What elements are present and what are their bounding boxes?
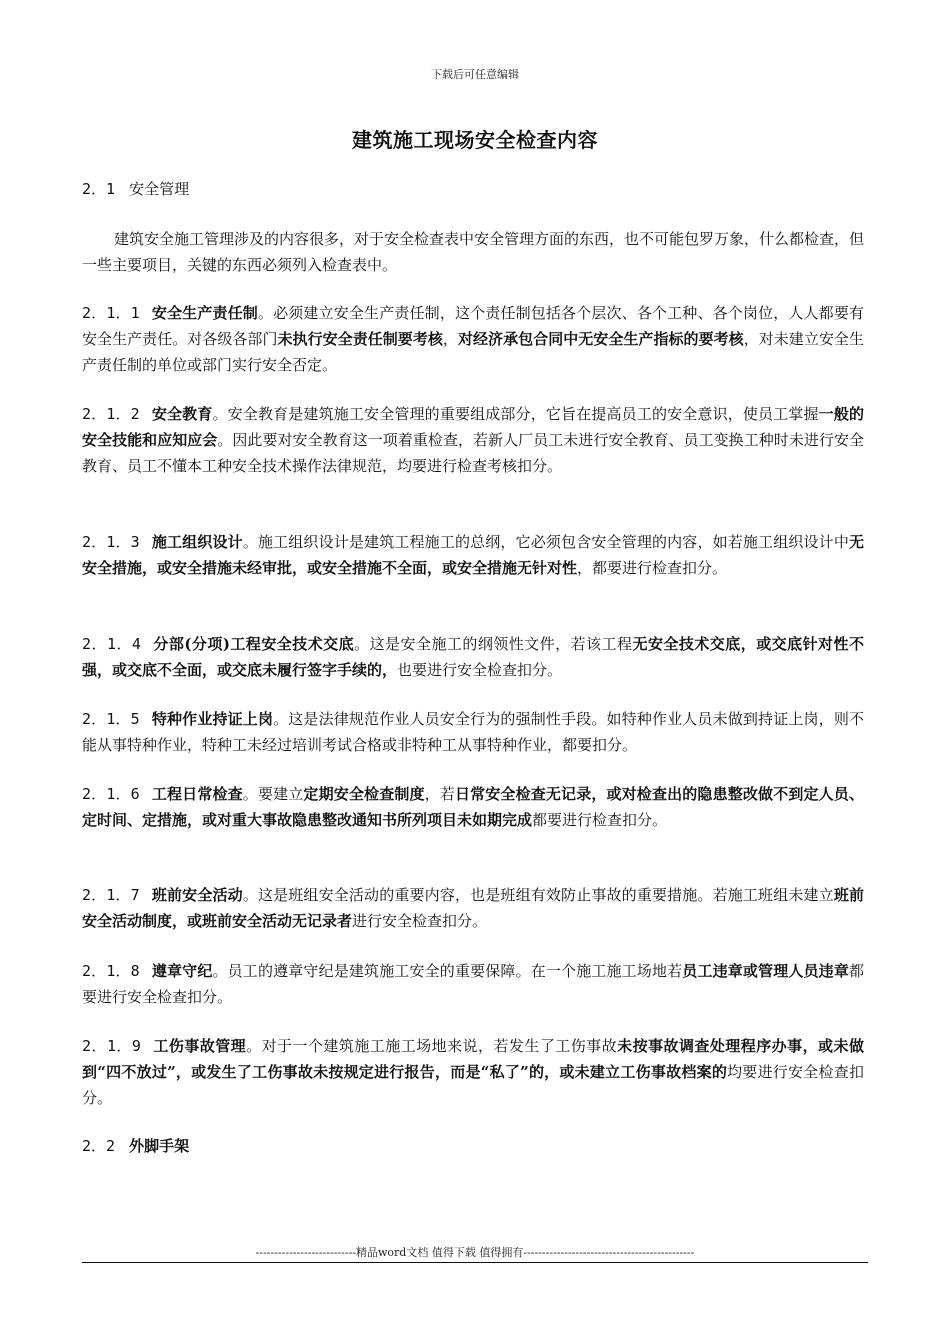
text-run: 。安全教育是建筑施工安全管理的重要组成部分，它旨在提高员工的安全意识，使员工掌握: [212, 405, 819, 423]
bold-text-run: 安全生产责任制: [151, 304, 258, 322]
paragraph-number: 2．1．2: [82, 405, 140, 423]
bold-text-run: 日常安全检查无记录，或对检查出的隐患整改做不到定人员、定时间、定措施，或对重大事故隐患整改通知书所列项目未如期完成: [82, 785, 864, 829]
text-run: 。这是法律规范作业人员安全行为的强制性手段。如特种作业人员未做到持证上岗，则不能从事特种作业，特种工未经过培训考试合格或非特种工从事特种作业，都要扣分。: [82, 710, 864, 754]
bold-text-run: 施工组织设计: [151, 533, 243, 551]
paragraph-2-1-2: [82, 401, 864, 479]
page-footer: ---------------------------精品word文档 值得下载 值得拥有----------------------------------------------: [255, 1246, 695, 1259]
bold-text-run: 未执行安全责任制要考核: [277, 330, 443, 348]
text-run: 。因此要对安全教育这一项着重检查，若新人厂员工未进行安全教育、员工变换工种时未进行安全教育、员工不懂本工种安全技术操作法律规范，均要进行检查考核扣分。: [82, 431, 864, 475]
paragraph-2-1-3: [82, 529, 864, 581]
footer-rule: [82, 1262, 868, 1263]
section-label: 安全管理: [129, 180, 190, 198]
paragraph-number: 2．1．4: [82, 635, 141, 653]
bold-text-run: 班前安全活动制度，或班前安全活动无记录者: [82, 886, 864, 930]
text-run: 。必须建立安全生产责任制，这个责任制包括各个层次、各个工种、各个岗位，人人都要有安全生产责任。对各级各部门: [82, 304, 864, 348]
paragraph-2-1-5: [82, 706, 864, 758]
text-run: 。员工的遵章守纪是建筑施工安全的重要保障。在一个施工施工场地若: [212, 962, 683, 980]
text-run: 均要进行安全检查扣分。: [82, 1063, 864, 1107]
text-run: 。这是班组安全活动的重要内容，也是班组有效防止事故的重要措施。若施工班组未建立: [242, 886, 834, 904]
bold-text-run: 遵章守纪: [151, 962, 213, 980]
intro-paragraph: 建筑安全施工管理涉及的内容很多，对于安全检查表中安全管理方面的东西，也不可能包罗万象，什么都检查，但一些主要项目，关键的东西必须列入检查表中。: [82, 230, 865, 274]
text-run: 都要进行检查扣分。: [532, 811, 668, 829]
text-run: 。施工组织设计是建筑工程施工的总纲，它必须包含安全管理的内容，如若施工组织设计中: [242, 533, 849, 551]
page-header: 下载后可任意编辑: [431, 68, 519, 81]
bold-text-run: 定期安全检查制度: [303, 785, 425, 803]
bold-text-run: 未按事故调查处理程序办事，或未做到“四不放过”，或发生了工伤事故未按规定进行报告，而是“私了”的，或未建立工伤事故档案的: [82, 1037, 864, 1081]
paragraph-2-1-1: [82, 300, 864, 378]
bold-text-run: 工程日常检查: [151, 785, 243, 803]
bold-text-run: 工伤事故管理: [152, 1037, 247, 1055]
bold-text-run: 安全教育: [151, 405, 213, 423]
paragraph-number: 2．1．1: [82, 304, 140, 322]
text-run: ，对未建立安全生产责任制的单位或部门实行安全否定。: [82, 330, 864, 374]
bold-text-run: 特种作业持证上岗: [151, 710, 274, 728]
paragraph-2-1-8: [82, 958, 864, 1010]
paragraph-2-1-9: [82, 1033, 864, 1111]
paragraph-number: 2．1．8: [82, 962, 140, 980]
text-run: ，: [442, 330, 458, 348]
bold-text-run: 分部(分项)工程安全技术交底: [152, 635, 355, 653]
text-run: 也要进行安全检查扣分。: [397, 661, 563, 679]
section-label: 外脚手架: [129, 1137, 190, 1155]
text-run: 进行安全检查扣分。: [352, 912, 488, 930]
bold-text-run: 员工违章或管理人员违章: [682, 962, 849, 980]
section-number: 2．1: [82, 180, 116, 198]
paragraph-number: 2．1．3: [82, 533, 140, 551]
section-heading-2-1: [82, 176, 189, 202]
bold-text-run: 一般的安全技能和应知应会: [82, 405, 864, 449]
text-run: 。对于一个建筑施工施工场地来说，若发生了工伤事故: [246, 1037, 618, 1055]
paragraph-number: 2．1．5: [82, 710, 140, 728]
bold-text-run: 无安全措施，或安全措施未经审批，或安全措施不全面，或安全措施无针对性: [82, 533, 864, 577]
bold-text-run: 无安全技术交底，或交底针对性不强，或交底不全面，或交底未履行签字手续的，: [82, 635, 864, 679]
paragraph-2-1-6: [82, 781, 864, 833]
paragraph-number: 2．1．9: [82, 1037, 141, 1055]
document-title: 建筑施工现场安全检查内容: [352, 128, 598, 152]
text-run: 。要建立: [242, 785, 304, 803]
paragraph-2-1-7: [82, 882, 864, 934]
bold-text-run: 班前安全活动: [151, 886, 243, 904]
bold-text-run: 对经济承包合同中无安全生产指标的要考核: [457, 330, 744, 348]
section-number: 2．2: [82, 1137, 116, 1155]
section-heading-2-2: [82, 1133, 189, 1159]
text-run: ，都要进行检查扣分。: [577, 559, 728, 577]
paragraph-2-1-4: [82, 631, 864, 683]
paragraph-number: 2．1．6: [82, 785, 140, 803]
text-run: ，若: [424, 785, 455, 803]
text-run: 。这是安全施工的纲领性文件，若该工程: [354, 635, 633, 653]
paragraph-number: 2．1．7: [82, 886, 140, 904]
text-run: 都要进行安全检查扣分。: [82, 962, 864, 1006]
